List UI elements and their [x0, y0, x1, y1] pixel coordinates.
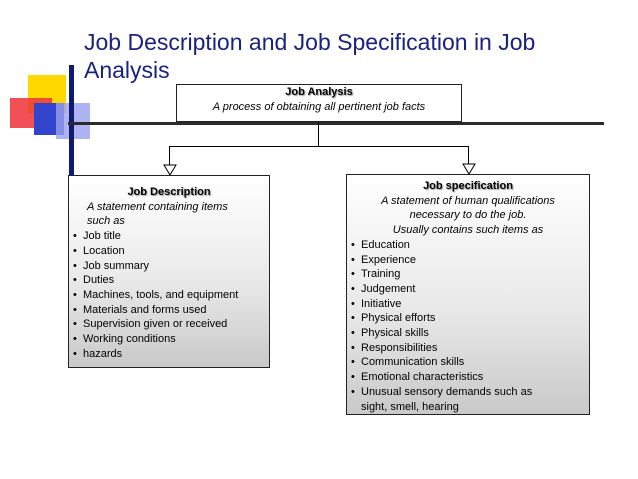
list-item: • Machines, tools, and equipment: [69, 288, 269, 303]
job-specification-list: [347, 238, 589, 400]
list-item: • Initiative: [347, 297, 589, 312]
decor-vertical-bar: [69, 65, 74, 175]
list-item: • Physical skills: [347, 326, 589, 341]
list-item: • Job title: [69, 229, 269, 244]
list-item: • Job summary: [69, 259, 269, 274]
list-item: • Supervision given or received: [69, 317, 269, 332]
connector-crossbar: [169, 146, 469, 147]
list-item: • Unusual sensory demands such as: [347, 385, 589, 400]
list-item: • Experience: [347, 253, 589, 268]
list-item: • Location: [69, 244, 269, 259]
connector-stem: [318, 122, 319, 146]
list-item: • Communication skills: [347, 355, 589, 370]
job-specification-heading: Job specification: [423, 180, 513, 192]
list-item: • Judgement: [347, 282, 589, 297]
list-item: • Emotional characteristics: [347, 370, 589, 385]
job-analysis-heading: Job Analysis: [285, 86, 353, 98]
job-specification-subtitle-usual: Usually contains such items as: [392, 224, 544, 237]
list-item: • Responsibilities: [347, 341, 589, 356]
decor-horizontal-rule: [68, 122, 604, 125]
job-description-heading: Job Description: [127, 186, 211, 198]
list-item: • Physical efforts: [347, 311, 589, 326]
job-description-box: [68, 175, 270, 368]
list-item-continuation: sight, smell, hearing: [361, 400, 459, 413]
list-item: • Duties: [69, 273, 269, 288]
job-analysis-description: A process of obtaining all pertinent job facts: [212, 100, 426, 113]
job-specification-subtitle-cont: necessary to do the job.: [409, 209, 527, 222]
job-analysis-box: [176, 84, 462, 122]
job-specification-subtitle: A statement of human qualifications: [381, 194, 555, 207]
list-item: • Working conditions: [69, 332, 269, 347]
job-description-subtitle: A statement containing items: [87, 200, 228, 213]
list-item: • Education: [347, 238, 589, 253]
job-description-list: [69, 229, 269, 361]
job-specification-box: [346, 174, 590, 415]
list-item: • Training: [347, 267, 589, 282]
job-description-subtitle-cont: such as: [87, 215, 125, 228]
slide-title: Job Description and Job Specification in Job Analysis: [84, 29, 536, 83]
list-item: • hazards: [69, 347, 269, 362]
list-item: • Materials and forms used: [69, 303, 269, 318]
